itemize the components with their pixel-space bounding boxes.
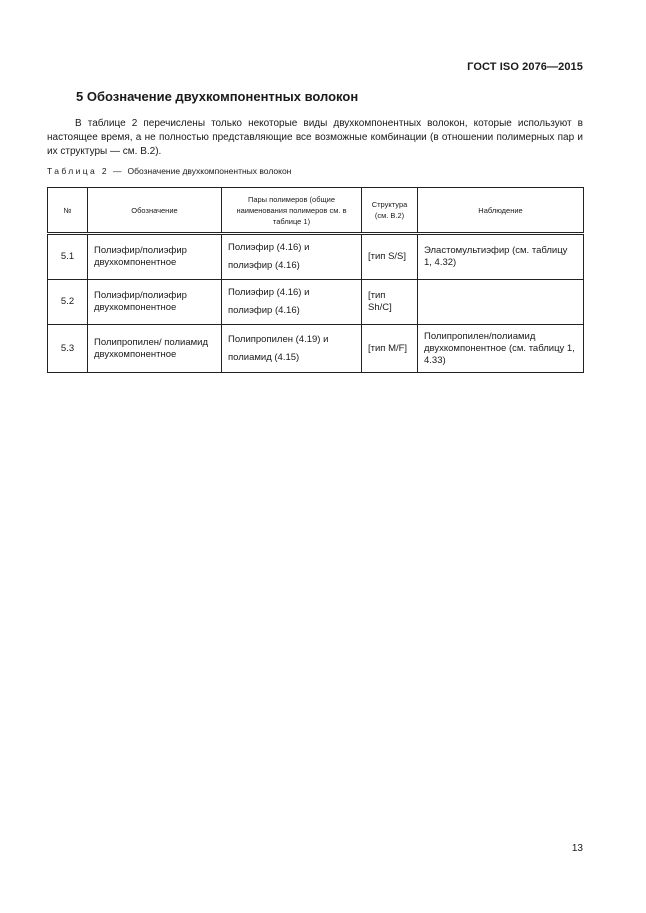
cell-note: Эластомультиэфир (см. таблицу 1, 4.32) [418,234,584,280]
cell-note: Полипропилен/полиамид двухкомпонентное (см. таблицу 1, 4.33) [418,325,584,373]
cell-number: 5.3 [48,325,88,373]
table-caption [47,166,291,176]
cell-polymer-pair [222,234,362,280]
cell-designation: Полиэфир/полиэфир двухкомпонентное [88,280,222,325]
table-row [48,325,584,373]
cell-designation: Полипропилен/ полиамид двухкомпонентное [88,325,222,373]
cell-structure: [тип S/S] [362,234,418,280]
cell-note [418,280,584,325]
table-caption-title: Обозначение двухкомпонентных волокон [127,166,292,176]
cell-structure: [тип Sh/C] [362,280,418,325]
cell-structure: [тип M/F] [362,325,418,373]
standard-header: ГОСТ ISO 2076—2015 [467,61,583,73]
column-header-note: Наблюдение [418,188,584,234]
table-caption-label: Таблица 2 [47,166,110,176]
polymer-pair-line-2: полиэфир (4.16) [228,260,300,271]
column-header-number: № [48,188,88,234]
polymer-pair-line-1: Полиэфир (4.16) и [228,287,310,298]
table-row [48,280,584,325]
fiber-designation-table [47,187,584,373]
cell-designation: Полиэфир/полиэфир двухкомпонентное [88,234,222,280]
table-header-row [48,188,584,234]
table-caption-dash: — [113,166,122,176]
cell-polymer-pair [222,325,362,373]
column-header-designation: Обозначение [88,188,222,234]
polymer-pair-line-2: полиамид (4.15) [228,351,300,363]
cell-polymer-pair [222,280,362,325]
polymer-pair-line-2: полиэфир (4.16) [228,305,300,316]
cell-number: 5.1 [48,234,88,280]
page-number: 13 [571,843,583,854]
column-header-structure: Структура (см. В.2) [362,188,418,234]
column-header-polymer-pairs: Пары полимеров (общие наименования полимеров см. в таблице 1) [222,188,362,234]
intro-paragraph: В таблице 2 перечислены только некоторые виды двухкомпонентных волокон, которые используют в настоящее время, а не полностью представляющие все возможные комбинации (в отношении полимерных пар и их структуры — см. В.2). [47,118,583,157]
section-title: 5 Обозначение двухкомпонентных волокон [76,89,359,104]
cell-number: 5.2 [48,280,88,325]
polymer-pair-line-1: Полиэфир (4.16) и [228,242,310,253]
polymer-pair-line-1: Полипропилен (4.19) и [228,333,329,345]
table-row [48,234,584,280]
